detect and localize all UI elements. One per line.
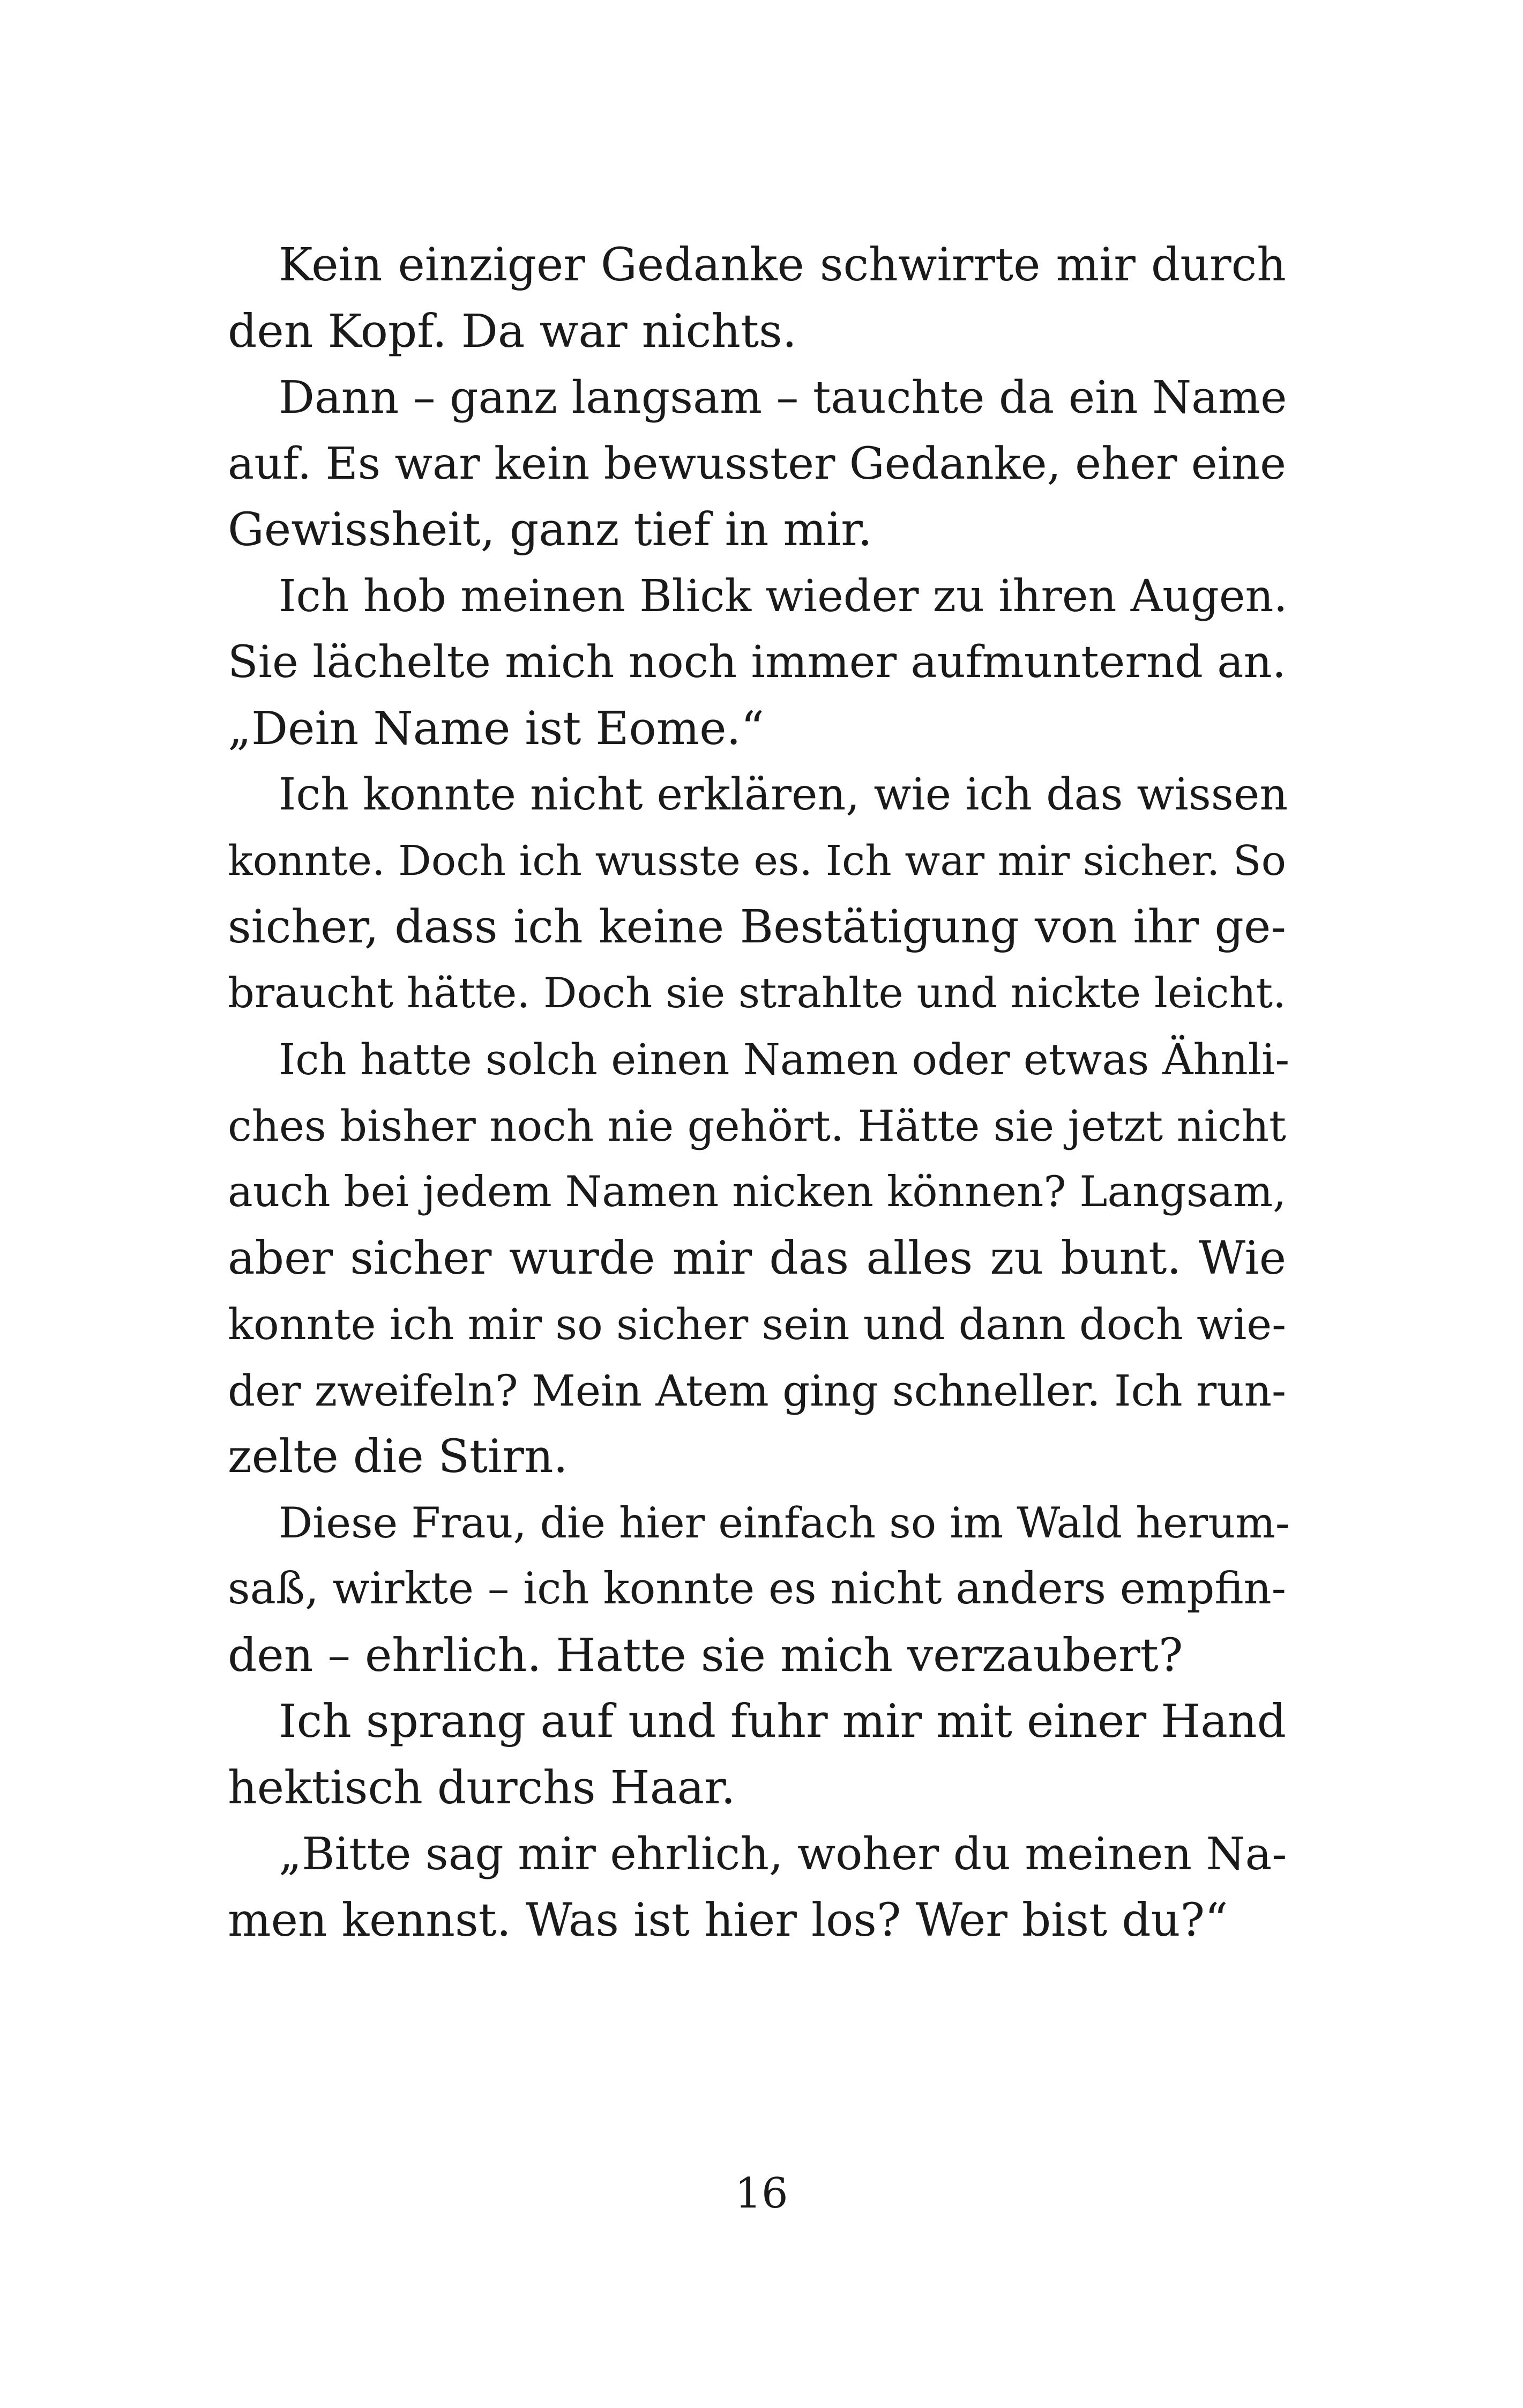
text-line: aber sicher wurde mir das alles zu bunt. Wie — [228, 1231, 1286, 1285]
text-line: sicher, dass ich keine Bestätigung von ihr ge- — [228, 901, 1286, 954]
text-line: „Bitte sag mir ehrlich, woher du meinen Na- — [279, 1828, 1287, 1880]
text-line: auch bei jedem Namen nicken können? Langsam, — [228, 1168, 1286, 1216]
text-line: men kennst. Was ist hier los? Wer bist du?“ — [228, 1893, 1228, 1947]
text-line: konnte. Doch ich wusste es. Ich war mir sicher. So — [228, 836, 1286, 885]
text-line: Dann – ganz langsam – tauchte da ein Name — [279, 371, 1287, 423]
text-line: hektisch durchs Haar. — [228, 1761, 736, 1815]
text-line: auf. Es war kein bewusster Gedanke, eher eine — [228, 437, 1286, 489]
text-line: Sie lächelte mich noch immer aufmunternd an. — [228, 636, 1286, 688]
text-line: Ich hatte solch einen Namen oder etwas Ähnli- — [279, 1035, 1290, 1084]
text-line: braucht hätte. Doch sie strahlte und nickte leicht. — [228, 969, 1286, 1017]
text-line: den – ehrlich. Hatte sie mich verzaubert? — [228, 1629, 1183, 1682]
text-line: zelte die Stirn. — [228, 1430, 568, 1483]
text-line: saß, wirkte – ich konnte es nicht anders empfin- — [228, 1564, 1286, 1614]
text-line: Ich konnte nicht erklären, wie ich das wissen — [279, 769, 1288, 820]
text-line: Kein einziger Gedanke schwirrte mir durch — [279, 239, 1286, 292]
text-line: konnte ich mir so sicher sein und dann doch wie- — [228, 1299, 1286, 1349]
text-line: Diese Frau, die hier einfach so im Wald herum- — [279, 1498, 1290, 1548]
text-line: der zweifeln? Mein Atem ging schneller. Ich run- — [228, 1365, 1286, 1416]
page-number: 16 — [735, 2169, 788, 2218]
text-line: „Dein Name ist Eome.“ — [228, 702, 764, 755]
text-line: Gewissheit, ganz tief in mir. — [228, 503, 872, 556]
text-line: Ich hob meinen Blick wieder zu ihren Augen. — [279, 570, 1288, 622]
text-line: Ich sprang auf und fuhr mir mit einer Hand — [279, 1695, 1286, 1748]
body-text — [228, 232, 1290, 1953]
text-line: ches bisher noch nie gehört. Hätte sie jetzt nicht — [228, 1101, 1286, 1151]
text-line: den Kopf. Da war nichts. — [228, 304, 797, 358]
